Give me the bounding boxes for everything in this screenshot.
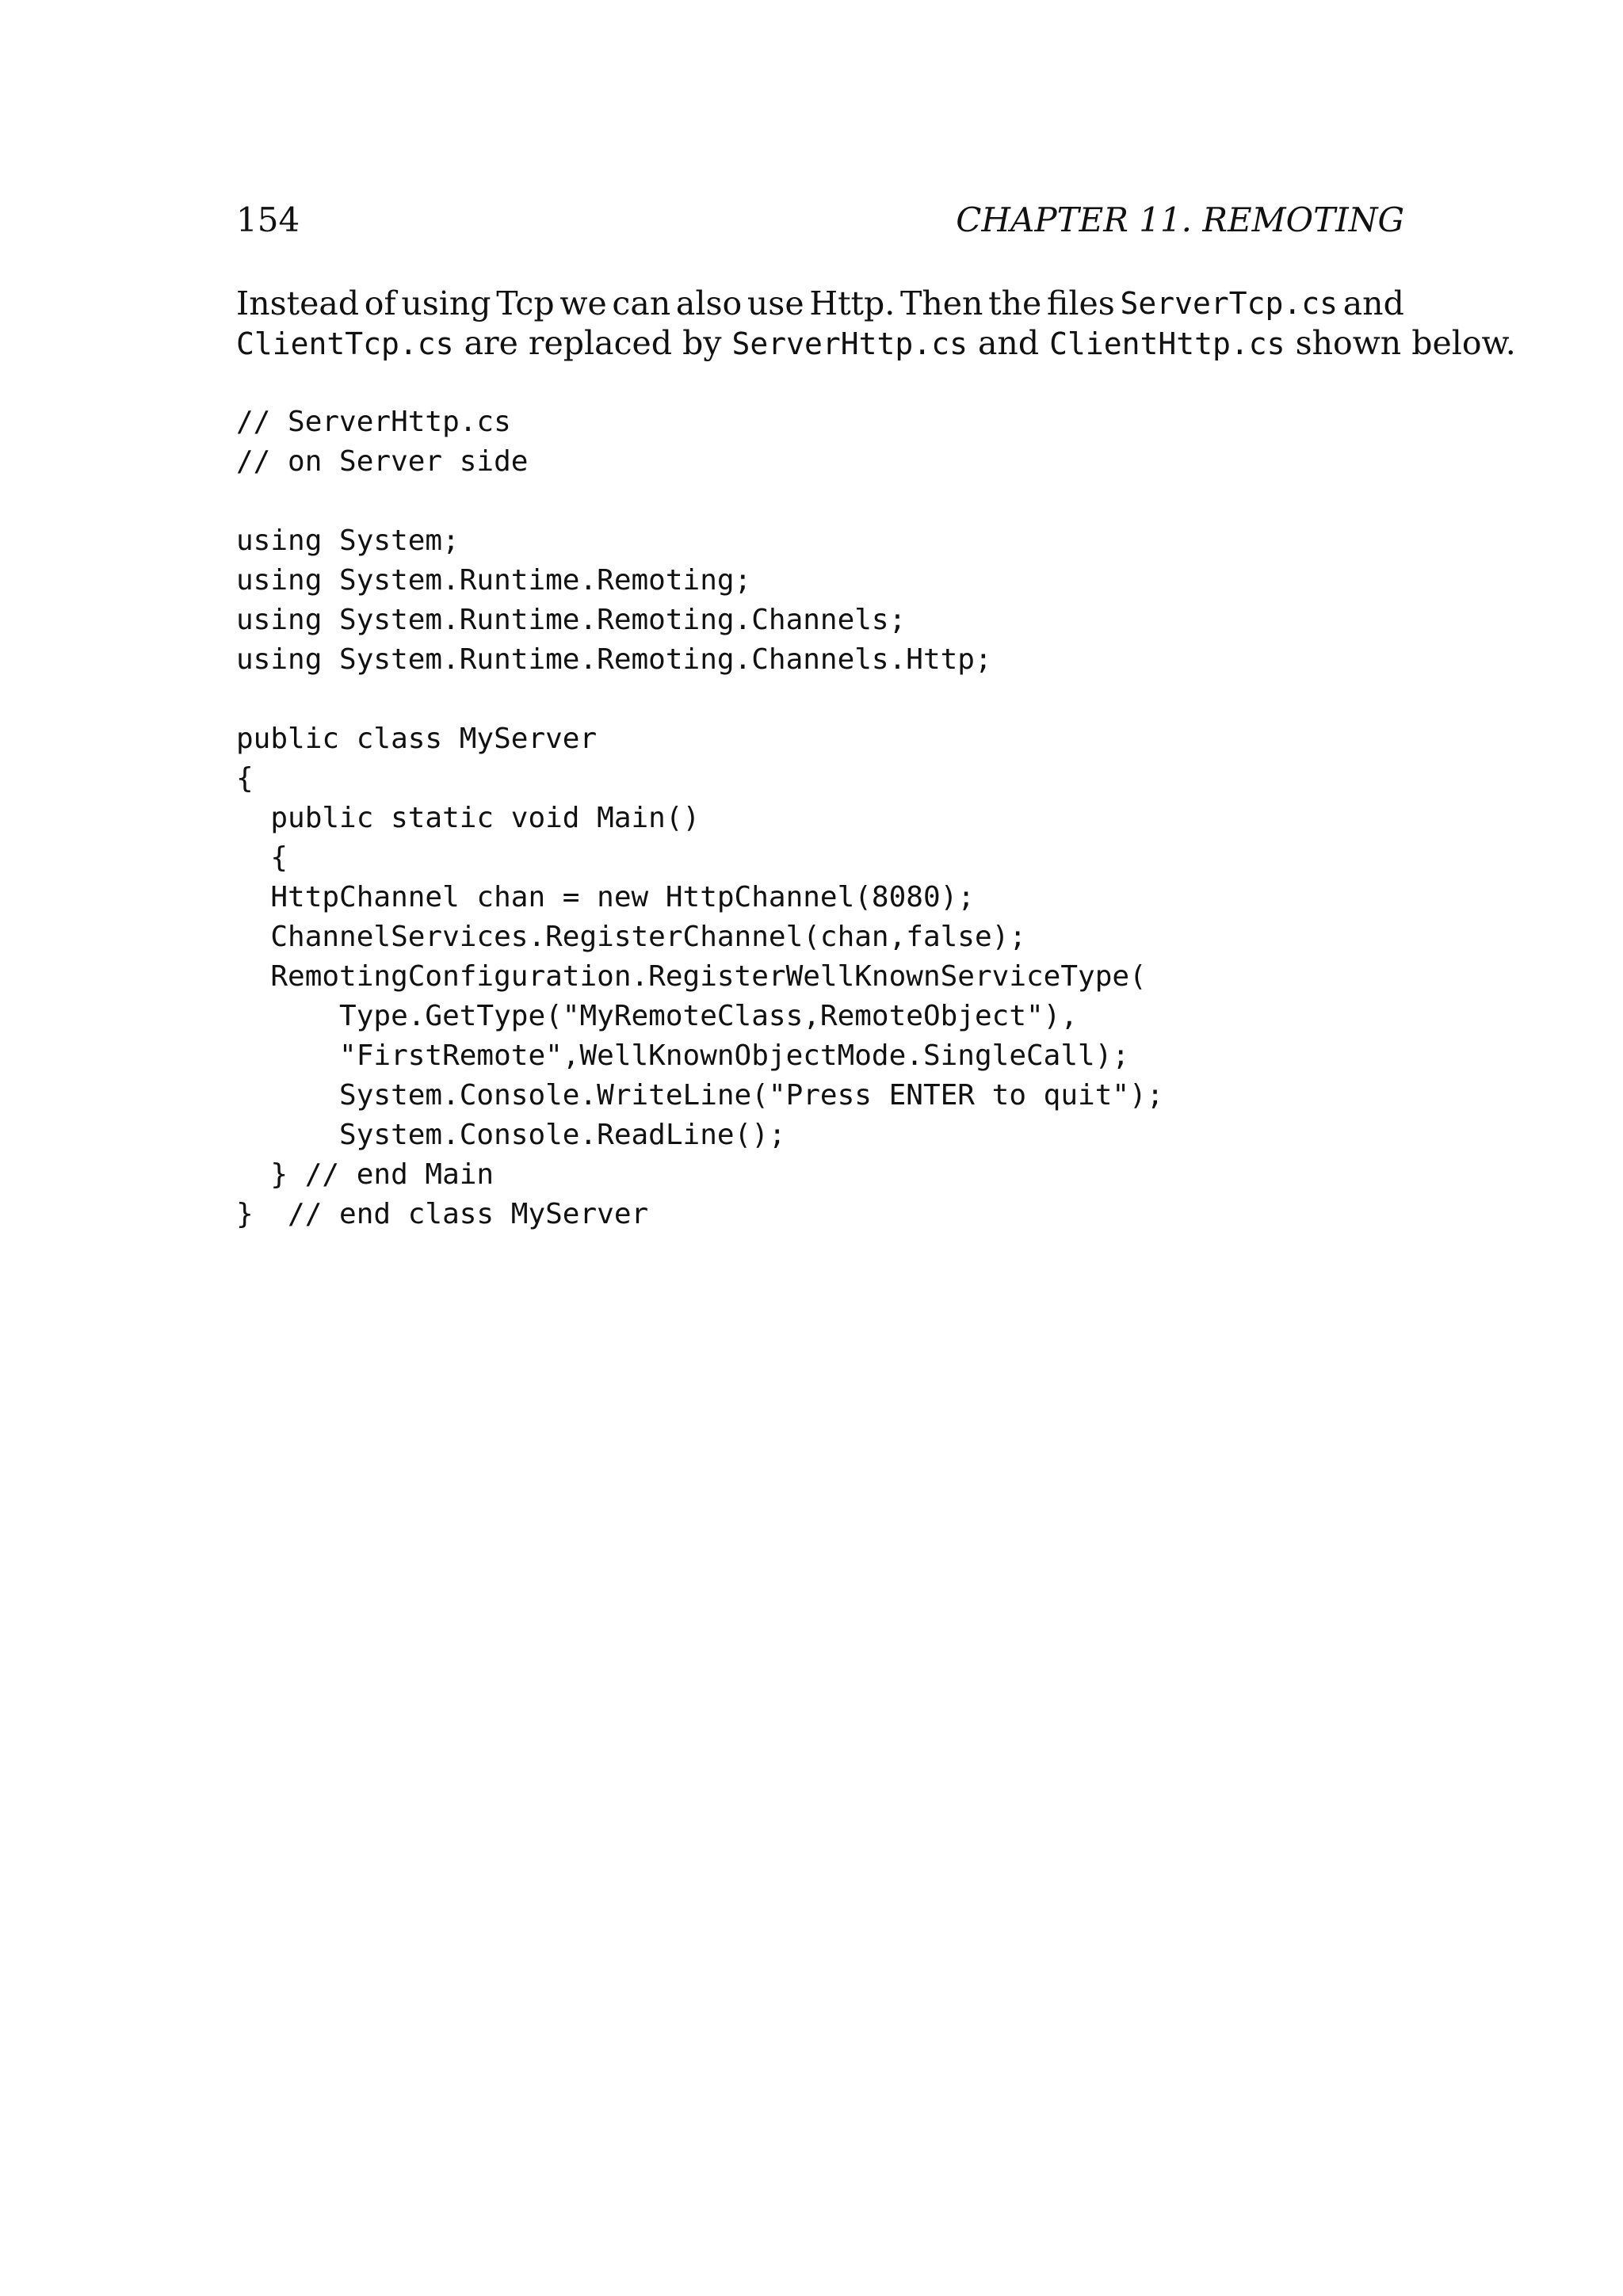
intro-word: Http. (809, 284, 896, 322)
intro-word: also (675, 284, 743, 322)
intro-paragraph (236, 284, 1516, 364)
code-listing (236, 402, 1404, 1234)
intro-word: the (988, 284, 1042, 322)
code-line: // ServerHttp.cs (236, 406, 511, 438)
intro-text: and (967, 324, 1050, 362)
code-line (236, 680, 1404, 719)
code-line: Type.GetType("MyRemoteClass,RemoteObject"), (236, 1000, 1079, 1032)
page-number: 154 (236, 200, 300, 239)
code-line: { (236, 762, 254, 795)
file-name-server-http: ServerHttp.cs (731, 326, 968, 361)
code-line: using System.Runtime.Remoting.Channels.Http; (236, 643, 992, 676)
code-line (236, 482, 1404, 521)
intro-word: Tcp (496, 284, 555, 322)
code-line: } // end class MyServer (236, 1198, 649, 1230)
code-line: public class MyServer (236, 723, 598, 755)
code-line: System.Console.WriteLine("Press ENTER to quit"); (236, 1079, 1164, 1112)
code-line: { (236, 841, 288, 874)
intro-word: using (401, 284, 491, 322)
code-line: // on Server side (236, 445, 529, 478)
intro-text: are replaced by (453, 324, 732, 362)
code-line: using System.Runtime.Remoting; (236, 564, 752, 597)
intro-word: of (364, 284, 396, 322)
intro-word: and (1342, 284, 1404, 322)
intro-line-2 (236, 323, 1516, 364)
intro-word: we (559, 284, 607, 322)
file-name-server-tcp: ServerTcp.cs (1120, 286, 1338, 321)
intro-word: use (747, 284, 804, 322)
intro-line-1 (236, 284, 1404, 323)
code-line: } // end Main (236, 1158, 495, 1191)
intro-text: shown below. (1285, 324, 1516, 362)
code-line: using System.Runtime.Remoting.Channels; (236, 604, 907, 636)
file-name-client-tcp: ClientTcp.cs (236, 326, 454, 361)
intro-word: files (1047, 284, 1115, 322)
intro-word: Instead (236, 284, 360, 322)
file-name-client-http: ClientHttp.cs (1049, 326, 1285, 361)
intro-word: Then (900, 284, 983, 322)
code-line: "FirstRemote",WellKnownObjectMode.SingleCall); (236, 1039, 1130, 1072)
code-line: HttpChannel chan = new HttpChannel(8080); (236, 881, 975, 913)
running-title: CHAPTER 11. REMOTING (956, 200, 1404, 239)
code-line: using System; (236, 524, 460, 557)
code-line: ChannelServices.RegisterChannel(chan,false); (236, 921, 1026, 953)
code-line: RemotingConfiguration.RegisterWellKnownServiceType( (236, 960, 1147, 993)
code-line: System.Console.ReadLine(); (236, 1119, 786, 1151)
code-line: public static void Main() (236, 802, 701, 834)
page-header (236, 196, 1404, 244)
intro-word: can (612, 284, 671, 322)
